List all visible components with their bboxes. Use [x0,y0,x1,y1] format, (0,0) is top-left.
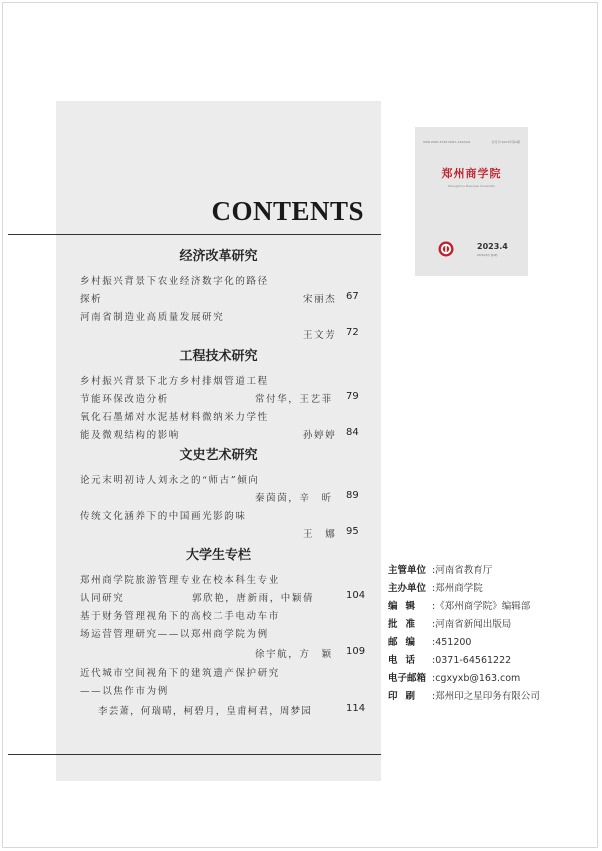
top-divider [8,234,381,235]
info-row-sponsor: 主办单位 :郑州商学院 [388,583,483,594]
section-heading: 大学生专栏 [185,548,251,563]
article-title-line[interactable]: 能及微观结构的影响 [80,430,180,441]
bottom-divider [8,754,381,755]
cover-top-line: ISSN 2097-4728 CN41-1452/G4 双月刊 2023年第4期 [423,140,520,144]
article-page: 72 [346,327,359,338]
cover-subtitle: Zhengzhou Business University [447,184,496,188]
article-page: 89 [346,490,359,501]
article-page: 79 [346,391,359,402]
article-title-line[interactable]: 场运营管理研究——以郑州商学院为例 [80,629,269,640]
article-author: 王 娜 [303,529,337,540]
article-page: 67 [346,291,359,302]
section-heading: 经济改革研究 [179,249,258,264]
article-title-line[interactable]: 节能环保改造分析 [80,394,169,405]
article-title-line[interactable]: 郑州商学院旅游管理专业在校本科生专业 [80,575,280,586]
article-title-line[interactable]: 乡村振兴背景下农业经济数字化的路径 [80,276,269,287]
article-page: 114 [346,703,366,714]
info-row-approval: 批准 :河南省新闻出版局 [388,619,512,630]
school-emblem-icon [438,241,454,257]
article-title-line[interactable]: 传统文化涵养下的中国画光影韵味 [80,511,247,522]
article-author: 李芸萧，何瑞晴，柯碧月，皇甫柯君，周梦园 [98,706,313,717]
section-heading: 文史艺术研究 [179,448,258,463]
info-row-postcode: 邮编 :451200 [388,637,472,648]
article-title-line[interactable]: 氧化石墨烯对水泥基材料微纳米力学性 [80,412,269,423]
article-title-line[interactable]: 河南省制造业高质量发展研究 [80,312,225,323]
article-title-line[interactable]: 近代城市空间视角下的建筑遗产保护研究 [80,668,280,679]
cover-issue-number: 2023.4 [477,242,508,251]
article-title-line[interactable]: 论元末明初诗人刘永之的“师古”倾向 [80,475,260,486]
article-author: 秦茵茵，辛 昕 [255,493,333,504]
article-title-line[interactable]: 认同研究 [80,593,125,604]
article-title-line[interactable]: 基于财务管理视角下的高校二手电动车市 [80,611,280,622]
article-author: 王文芳 [303,330,337,341]
article-title-line[interactable]: 探析 [80,294,103,305]
contents-heading: CONTENTS [211,196,364,226]
cover-footer-text: 2023年8月 第4期 [477,254,498,257]
section-heading: 工程技术研究 [179,349,258,364]
article-page: 104 [346,590,366,601]
article-title-line[interactable]: 乡村振兴背景下北方乡村排烟管道工程 [80,376,269,387]
article-author: 孙婷婷 [303,430,337,441]
article-author: 郭欣艳，唐新雨，中颖倩 [192,593,315,604]
info-row-printer: 印刷 :郑州印之星印务有限公司 [388,691,540,702]
article-page: 95 [346,526,359,537]
info-row-supervisor: 主管单位 :河南省教育厅 [388,565,493,576]
article-page: 109 [346,646,366,657]
cover-title: 郑州商学院 [441,167,502,180]
article-author: 常付华，王艺菲 [255,394,333,405]
article-title-line[interactable]: ——以焦作市为例 [80,686,169,697]
info-row-email: 电子邮箱 :cgxyxb@163.com [388,673,521,684]
article-page: 84 [346,427,359,438]
info-row-editor: 编辑 :《郑州商学院》编辑部 [388,601,531,612]
article-author: 宋丽杰 [303,294,337,305]
info-row-phone: 电话 :0371-64561222 [388,655,512,666]
article-author: 徐宇航，方 颖 [255,649,333,660]
journal-cover-thumbnail [415,127,528,276]
